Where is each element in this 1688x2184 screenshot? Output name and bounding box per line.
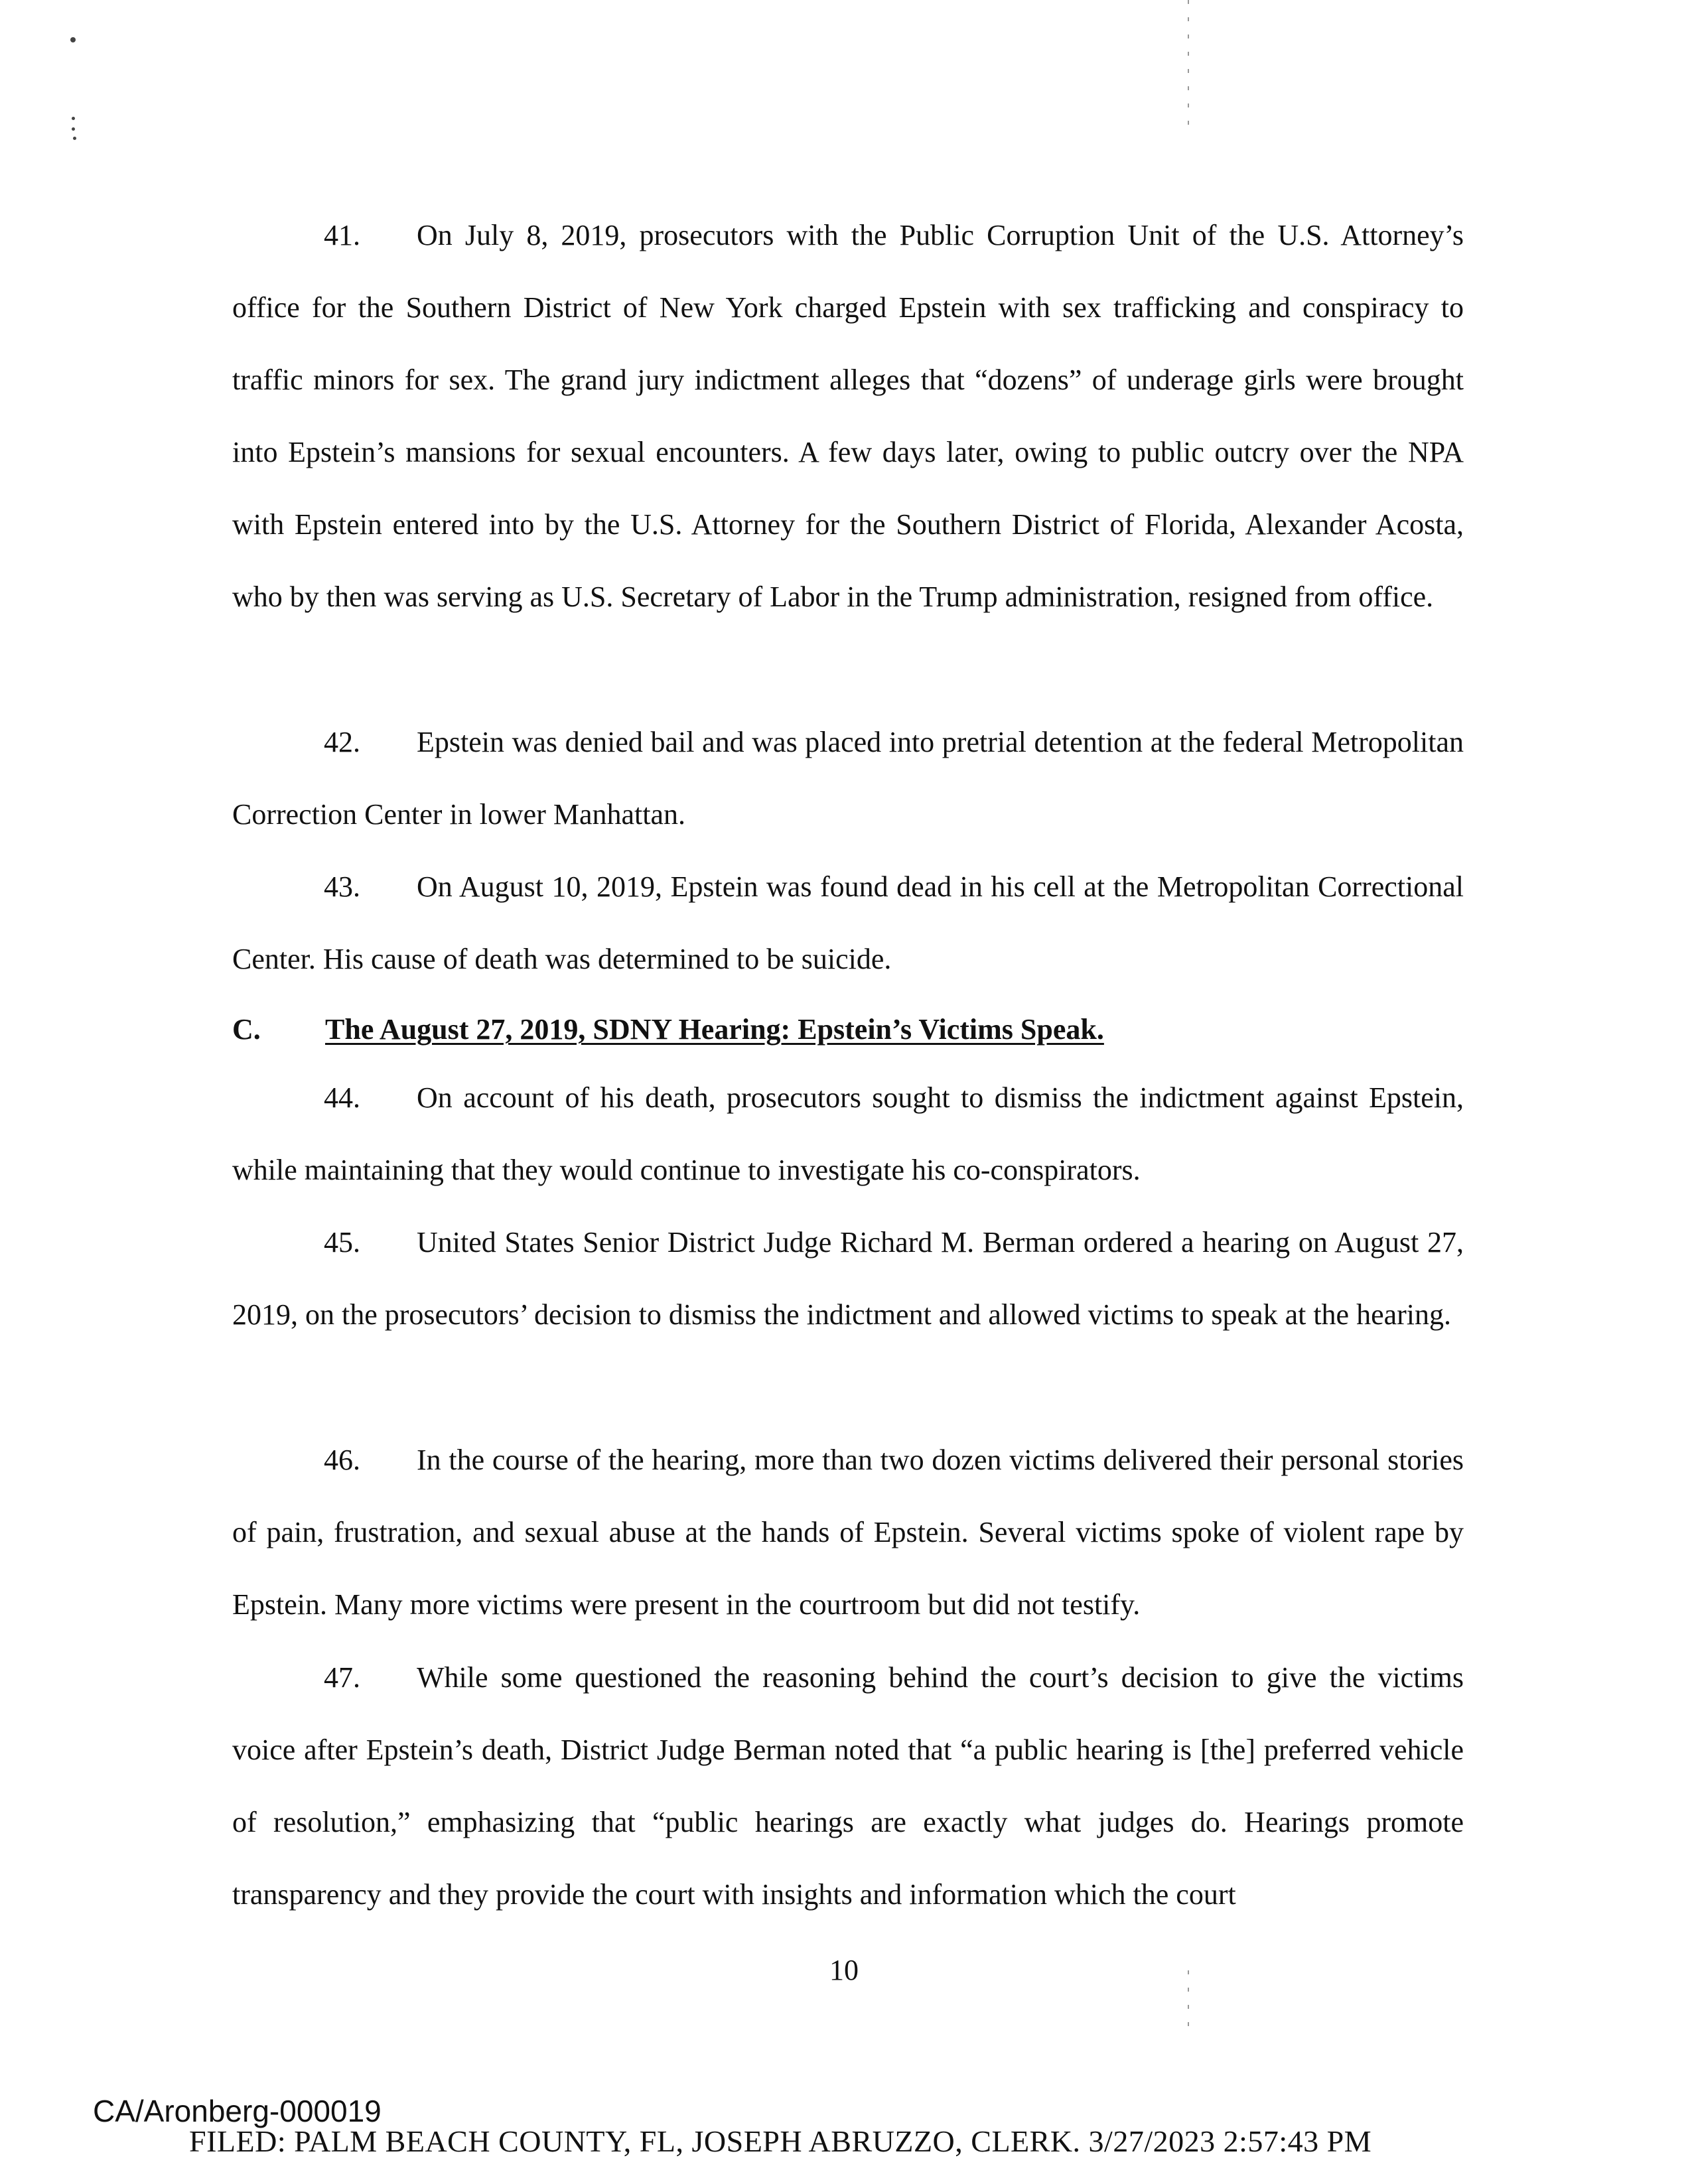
paragraph-43 — [232, 851, 1464, 995]
page-number: 10 — [829, 1954, 859, 1986]
paragraph-text: On July 8, 2019, prosecutors with the Public Corruption Unit of the U.S. Attorney’s office for the Southern District of New York charged Epstein with sex trafficking and conspiracy to traffic minors for sex. The grand jury indictment alleges that “dozens” of underage girls were brought into Epstein’s mansions for sexual encounters. A few days later, owing to public outcry over the NPA with Epstein entered into by the U.S. Attorney for the Southern District of Florida, Alexander Acosta, who by then was serving as U.S. Secretary of Labor in the Trump administration, resigned from office. — [232, 219, 1464, 613]
scan-speck — [73, 137, 76, 140]
paragraph-44 — [232, 1061, 1464, 1206]
section-heading — [232, 1010, 1464, 1050]
filing-stamp: FILED: PALM BEACH COUNTY, FL, JOSEPH ABRUZZO, CLERK. 3/27/2023 2:57:43 PM — [189, 2124, 1372, 2158]
paragraph-number: 41. — [324, 219, 360, 251]
paragraph-number: 45. — [324, 1226, 360, 1259]
paragraph-number: 42. — [324, 726, 360, 758]
bates-number: CA/Aronberg-000019 — [93, 2094, 382, 2128]
paragraph-45 — [232, 1206, 1464, 1351]
scan-margin-line — [1188, 0, 1189, 133]
paragraph-47 — [232, 1641, 1464, 1931]
paragraph-number: 44. — [324, 1081, 360, 1114]
paragraph-text: On account of his death, prosecutors sought to dismiss the indictment against Epstein, while maintaining that they would continue to investigate his co-conspirators. — [232, 1081, 1464, 1186]
scan-margin-line — [1188, 1970, 1189, 2030]
scan-speck — [72, 117, 75, 120]
section-letter: C. — [232, 1013, 261, 1046]
paragraph-text: Epstein was denied bail and was placed into pretrial detention at the federal Metropolitan Correction Center in lower Manhattan. — [232, 726, 1464, 831]
paragraph-41 — [232, 199, 1464, 633]
paragraph-text: In the course of the hearing, more than two dozen victims delivered their personal stories of pain, frustration, and sexual abuse at the hands of Epstein. Several victims spoke of violent rape by Epstein. Many more victims were present in the courtroom but did not testify. — [232, 1444, 1464, 1621]
paragraph-text: United States Senior District Judge Richard M. Berman ordered a hearing on August 27, 2019, on the prosecutors’ decision to dismiss the indictment and allowed victims to speak at the hearing. — [232, 1226, 1464, 1331]
paragraph-text: While some questioned the reasoning behind the court’s decision to give the victims voice after Epstein’s death, District Judge Berman noted that “a public hearing is [the] preferred vehicle of resolution,” emphasizing that “public hearings are exactly what judges do. Hearings promote transparency and they provide the court with insights and information which the court — [232, 1661, 1464, 1911]
section-title: The August 27, 2019, SDNY Hearing: Epstein’s Victims Speak. — [325, 1013, 1104, 1046]
scan-speck — [70, 37, 76, 42]
paragraph-46 — [232, 1424, 1464, 1641]
paragraph-42 — [232, 706, 1464, 851]
scan-speck — [72, 127, 75, 131]
paragraph-number: 46. — [324, 1444, 360, 1476]
paragraph-text: On August 10, 2019, Epstein was found dead in his cell at the Metropolitan Correctional Center. His cause of death was determined to be suicide. — [232, 870, 1464, 975]
paragraph-number: 43. — [324, 870, 360, 903]
paragraph-number: 47. — [324, 1661, 360, 1694]
